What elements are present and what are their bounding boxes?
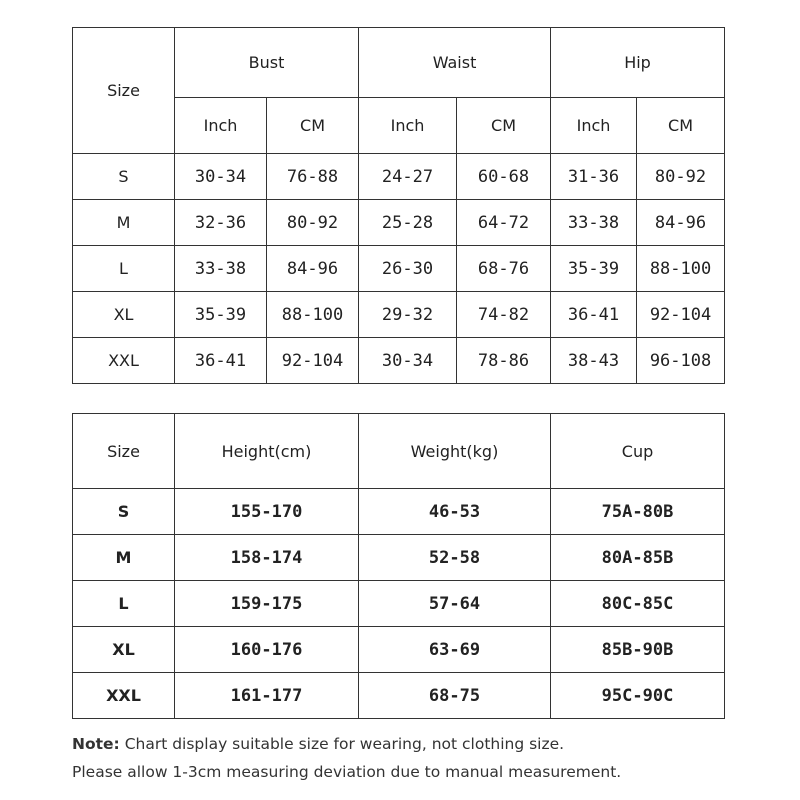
table-cell: 33-38 xyxy=(175,246,267,292)
table-cell: 95C-90C xyxy=(551,673,725,719)
size-cell: XXL xyxy=(73,673,175,719)
table-cell: 78-86 xyxy=(457,338,551,384)
weight-header: Weight(kg) xyxy=(359,414,551,489)
waist-header: Waist xyxy=(359,28,551,98)
cup-header: Cup xyxy=(551,414,725,489)
table-cell: 60-68 xyxy=(457,154,551,200)
table-row xyxy=(73,489,725,535)
table-cell: 68-76 xyxy=(457,246,551,292)
hip-header: Hip xyxy=(551,28,725,98)
table-cell: 63-69 xyxy=(359,627,551,673)
table-row xyxy=(73,535,725,581)
table-cell: 76-88 xyxy=(267,154,359,200)
table-cell: 92-104 xyxy=(267,338,359,384)
table-cell: 74-82 xyxy=(457,292,551,338)
measurement-table xyxy=(72,27,725,384)
table-cell: 29-32 xyxy=(359,292,457,338)
table-row xyxy=(73,292,725,338)
table-cell: 88-100 xyxy=(267,292,359,338)
table-cell: 57-64 xyxy=(359,581,551,627)
size-header: Size xyxy=(73,414,175,489)
size-cell: M xyxy=(73,200,175,246)
table-cell: 36-41 xyxy=(551,292,637,338)
fit-table xyxy=(72,413,725,719)
unit-header: Inch xyxy=(359,98,457,154)
table-cell: 30-34 xyxy=(175,154,267,200)
table-row xyxy=(73,627,725,673)
note-line-2: Please allow 1-3cm measuring deviation due to manual measurement. xyxy=(72,763,622,781)
table-cell: 30-34 xyxy=(359,338,457,384)
table-cell: 32-36 xyxy=(175,200,267,246)
size-cell: S xyxy=(73,489,175,535)
table-cell: 52-58 xyxy=(359,535,551,581)
table-cell: 96-108 xyxy=(637,338,725,384)
table-cell: 31-36 xyxy=(551,154,637,200)
table-cell: 80-92 xyxy=(637,154,725,200)
height-header: Height(cm) xyxy=(175,414,359,489)
table-cell: 35-39 xyxy=(175,292,267,338)
table-cell: 158-174 xyxy=(175,535,359,581)
table-cell: 24-27 xyxy=(359,154,457,200)
table-cell: 36-41 xyxy=(175,338,267,384)
size-header: Size xyxy=(73,28,175,154)
table-cell: 92-104 xyxy=(637,292,725,338)
table-row xyxy=(73,338,725,384)
bust-header: Bust xyxy=(175,28,359,98)
table-cell: 64-72 xyxy=(457,200,551,246)
table-cell: 84-96 xyxy=(637,200,725,246)
note xyxy=(72,730,772,786)
size-cell: XL xyxy=(73,627,175,673)
table-row xyxy=(73,673,725,719)
table-cell: 88-100 xyxy=(637,246,725,292)
unit-header: CM xyxy=(267,98,359,154)
table-row xyxy=(73,200,725,246)
note-text-1: Chart display suitable size for wearing, not clothing size. xyxy=(124,735,565,753)
table-row xyxy=(73,154,725,200)
table-row xyxy=(73,246,725,292)
table-cell: 80A-85B xyxy=(551,535,725,581)
table-cell: 38-43 xyxy=(551,338,637,384)
table-row xyxy=(73,581,725,627)
size-cell: XL xyxy=(73,292,175,338)
table-cell: 75A-80B xyxy=(551,489,725,535)
size-cell: S xyxy=(73,154,175,200)
size-cell: L xyxy=(73,246,175,292)
table-cell: 155-170 xyxy=(175,489,359,535)
table-cell: 68-75 xyxy=(359,673,551,719)
table-cell: 80C-85C xyxy=(551,581,725,627)
unit-header: Inch xyxy=(175,98,267,154)
table-cell: 33-38 xyxy=(551,200,637,246)
table-cell: 80-92 xyxy=(267,200,359,246)
note-line-1 xyxy=(72,730,772,758)
table-cell: 25-28 xyxy=(359,200,457,246)
table-cell: 159-175 xyxy=(175,581,359,627)
unit-header: Inch xyxy=(551,98,637,154)
table-cell: 161-177 xyxy=(175,673,359,719)
unit-header: CM xyxy=(637,98,725,154)
size-cell: M xyxy=(73,535,175,581)
size-cell: L xyxy=(73,581,175,627)
note-label: Note: xyxy=(72,735,120,753)
table-cell: 160-176 xyxy=(175,627,359,673)
table-cell: 85B-90B xyxy=(551,627,725,673)
unit-header: CM xyxy=(457,98,551,154)
size-cell: XXL xyxy=(73,338,175,384)
table-cell: 26-30 xyxy=(359,246,457,292)
table-cell: 84-96 xyxy=(267,246,359,292)
table-cell: 35-39 xyxy=(551,246,637,292)
table-cell: 46-53 xyxy=(359,489,551,535)
